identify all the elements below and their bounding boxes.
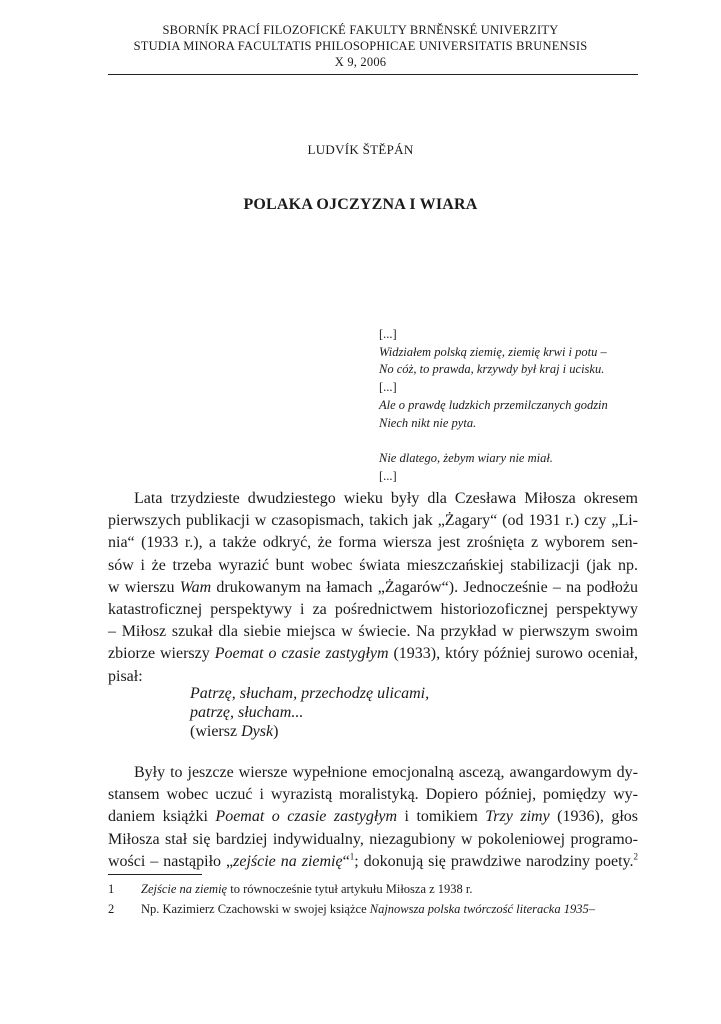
text-span: “ — [342, 852, 350, 870]
footnote-ref-1[interactable]: 1 — [349, 851, 355, 862]
quote-line: Patrzę, słucham, przechodzę ulicami, — [190, 685, 430, 702]
header-rule — [108, 74, 638, 75]
paragraph-1 — [108, 488, 638, 688]
footnotes — [108, 881, 638, 918]
poem-title: Wam — [179, 578, 212, 596]
text-span: daniem książki — [108, 808, 216, 826]
epigraph-line: No cóż, to prawda, krzywdy był kraj i ucisku. — [379, 362, 605, 377]
text-line: – Miłosz szukał dla siebie miejsca w świecie. Na przykład w pierwszym swoim — [108, 623, 638, 641]
footnote-text: Najnowsza polska twórczość literacka 1935– — [369, 902, 595, 916]
book-title: Poemat o czasie zastygłym — [215, 808, 397, 826]
footnote-ref-2[interactable]: 2 — [633, 851, 639, 862]
text-span: zbiorze wierszy — [108, 645, 215, 663]
paragraph-2 — [108, 762, 638, 873]
text-line — [108, 577, 638, 599]
footnote-rule — [108, 874, 202, 875]
footnote-number: 1 — [108, 882, 115, 896]
epigraph-line: Ale o prawdę ludzkich przemilczanych godzin — [379, 397, 608, 412]
epigraph — [379, 326, 649, 485]
text-line: nia“ (1933 r.), a także odkryć, że forma wiersza jest zrośnięta z wyborem sen- — [108, 534, 638, 552]
journal-header-line-3: X 9, 2006 — [334, 55, 387, 69]
epigraph-line: Widziałem polską ziemię, ziemię krwi i potu – — [379, 344, 607, 359]
footnote-1 — [108, 881, 638, 898]
footnote-text: Np. Kazimierz Czachowski w swojej książce — [141, 902, 370, 916]
text-line: Miłosza stał się bardziej indywidualny, niezagubiony w pokoleniowej programo- — [108, 830, 638, 848]
footnote-text: Zejście na ziemię — [141, 882, 228, 896]
epigraph-line: [...] — [379, 468, 397, 483]
footnote-number: 2 — [108, 902, 115, 916]
quoted-phrase: zejście na ziemię — [233, 852, 343, 870]
text-line — [108, 851, 638, 873]
text-span: wości – nastąpiło „ — [108, 852, 234, 870]
text-span: drukowanym na łamach „Żagarów“). Jednocześnie – na podłożu — [211, 578, 639, 596]
text-span: ; dokonują się prawdziwe narodziny poety. — [354, 852, 634, 870]
text-span: (1936), głos — [549, 808, 639, 826]
book-title: Trzy zimy — [485, 808, 550, 826]
quote-line: patrzę, słucham... — [190, 704, 304, 721]
text-line: pisał: — [108, 667, 143, 685]
block-quote — [190, 684, 570, 741]
text-line: stansem wobec uczuć i wyrazistą moralistyką. Dopiero później, pomiędzy wy- — [108, 786, 638, 804]
text-line — [108, 806, 638, 828]
article-title: POLAKA OJCZYZNA I WIARA — [243, 196, 478, 213]
footnote-text: to równocześnie tytuł artykułu Miłosza z 1938 r. — [227, 882, 473, 896]
footnote-2 — [108, 901, 638, 918]
text-line: Lata trzydzieste dwudziestego wieku były dla Czesława Miłosza okresem — [134, 490, 638, 507]
text-line: pierwszych publikacji w czasopismach, takich jak „Żagary“ (od 1931 r.) czy „Li- — [108, 512, 638, 530]
book-title: Poemat o czasie zastygłym — [214, 645, 389, 663]
text-span: (1933), który później surowo oceniał, — [388, 645, 639, 663]
author-name: LUDVÍK ŠTĚPÁN — [307, 142, 414, 157]
epigraph-line: [...] — [379, 327, 397, 341]
text-span: ) — [273, 723, 279, 740]
epigraph-line: [...] — [379, 380, 397, 395]
text-line: sów i że trzeba wyrazić bunt wobec świata mieszczańskiej stabilizacji (jak np. — [108, 556, 638, 574]
journal-header — [0, 22, 721, 70]
text-line: katastroficznej perspektywy i za pośrednictwem historiozoficznej perspektywy — [108, 601, 638, 619]
poem-title: Dysk — [241, 723, 274, 740]
text-span: i tomikiem — [397, 808, 486, 826]
epigraph-line: Nie dlatego, żebym wiary nie miał. — [379, 450, 553, 465]
journal-header-line-2: STUDIA MINORA FACULTATIS PHILOSOPHICAE UNIVERSITATIS BRUNENSIS — [133, 39, 588, 53]
journal-header-line-1: SBORNÍK PRACÍ FILOZOFICKÉ FAKULTY BRNĚNSKÉ UNIVERZITY — [162, 23, 559, 37]
epigraph-line: Niech nikt nie pyta. — [379, 415, 477, 430]
quote-source — [190, 722, 570, 741]
text-line: Były to jeszcze wiersze wypełnione emocjonalną ascezą, awangardowym dy- — [134, 764, 638, 781]
text-span: (wiersz — [190, 723, 242, 740]
text-line — [108, 643, 638, 665]
epigraph-gap — [379, 432, 649, 450]
text-span: w wierszu — [108, 578, 180, 596]
